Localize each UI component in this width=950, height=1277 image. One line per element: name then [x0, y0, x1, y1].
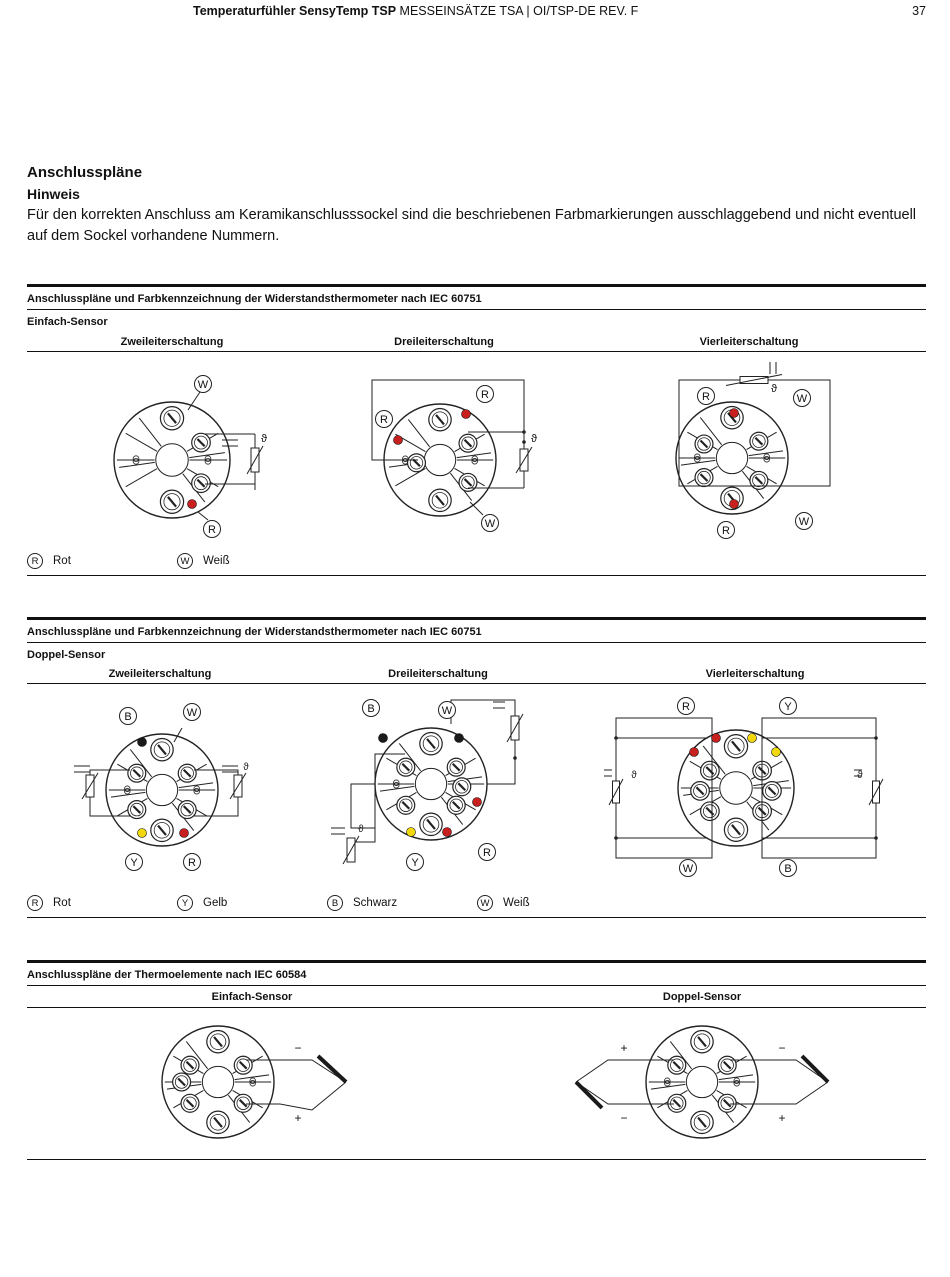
note-heading: Hinweis	[27, 186, 80, 202]
single-3wire-diagram	[358, 372, 548, 542]
wire-tag-W: W	[197, 379, 209, 391]
wire-tag-R: R	[483, 847, 491, 859]
section-2-col-4wire: Vierleiterschaltung	[705, 668, 805, 680]
legend-white	[477, 895, 530, 911]
wire-tag-R: R	[188, 857, 196, 869]
wire-tag-R: R	[702, 391, 710, 403]
wire-tag-R: R	[722, 525, 730, 537]
wire	[198, 512, 208, 520]
wire-tag-W: W	[186, 707, 198, 719]
header-title-rest: MESSEINSÄTZE TSA	[396, 4, 523, 18]
junction-dot	[522, 430, 526, 434]
color-dot-red	[730, 409, 739, 418]
thermocouple-single-diagram	[150, 1022, 360, 1146]
section-1-sensor: Einfach-Sensor	[27, 316, 108, 328]
section-1-title-rule	[27, 309, 926, 310]
wire-tag-B: B	[367, 703, 375, 715]
section-2-bottom-rule	[27, 917, 926, 918]
color-dot-black	[455, 734, 464, 743]
junction-dot	[874, 736, 878, 740]
double-2wire-diagram	[70, 698, 260, 878]
wire-tag-Y: Y	[130, 857, 138, 869]
section-3-title: Anschlusspläne der Thermoelemente nach IEC 60584	[27, 969, 307, 981]
section-1-col-2wire: Zweileiterschaltung	[120, 336, 224, 348]
legend-black	[327, 895, 397, 911]
double-3wire-diagram	[325, 694, 535, 878]
base-center	[156, 444, 188, 476]
wire-tag-R: R	[380, 414, 388, 426]
section-1-title: Anschlusspläne und Farbkennzeichnung der Widerstandsthermometer nach IEC 60751	[27, 293, 482, 305]
legend-label: Weiß	[203, 555, 230, 567]
section-2-title: Anschlusspläne und Farbkennzeichnung der Widerstandsthermometer nach IEC 60751	[27, 626, 482, 638]
wire-tag-W: W	[484, 518, 496, 530]
legend-key: R	[27, 553, 43, 569]
legend-label: Schwarz	[353, 897, 398, 909]
wire-tag-Y: Y	[784, 701, 792, 713]
section-2-top-rule	[27, 617, 926, 620]
color-dot-red	[180, 829, 189, 838]
junction-dot	[614, 736, 618, 740]
diagram-symbol: +	[620, 1041, 628, 1055]
page-number: 37	[912, 4, 926, 18]
header-title-bold: Temperaturfühler SensyTemp TSP	[193, 4, 397, 18]
color-dot-red	[730, 500, 739, 509]
legend-yellow	[177, 895, 227, 911]
diagram-symbol: ϑ	[857, 770, 863, 781]
legend-key: Y	[177, 895, 193, 911]
section-2-col-3wire: Dreileiterschaltung	[388, 668, 488, 680]
wire-tag-W: W	[441, 705, 453, 717]
header-divider: |	[522, 4, 534, 18]
junction-dot	[614, 836, 618, 840]
color-dot-yellow	[748, 734, 757, 743]
legend-key: W	[477, 895, 493, 911]
diagram-symbol: ϑ	[243, 762, 249, 773]
wire-tag-W: W	[798, 516, 810, 528]
section-2-sensor: Doppel-Sensor	[27, 649, 106, 661]
base-center	[716, 442, 747, 473]
section-2-title-rule	[27, 642, 926, 643]
double-4wire-diagram	[598, 694, 888, 880]
wire-tag-B: B	[124, 711, 132, 723]
section-1-bottom-rule	[27, 575, 926, 576]
legend-label: Gelb	[203, 897, 228, 909]
wire-tag-W: W	[796, 393, 808, 405]
wire-tag-R: R	[682, 701, 690, 713]
diagram-symbol: ϑ	[358, 824, 364, 835]
wire-tag-Y: Y	[411, 857, 419, 869]
diagram-symbol: −	[778, 1041, 786, 1055]
diagram-symbol: −	[294, 1041, 302, 1055]
section-1-col-4wire: Vierleiterschaltung	[699, 336, 799, 348]
section-3-bottom-rule	[27, 1159, 926, 1160]
diagram-symbol: +	[778, 1111, 786, 1125]
color-dot-red	[712, 734, 721, 743]
diagram-symbol: −	[620, 1111, 628, 1125]
junction-dot	[522, 440, 526, 444]
thermocouple-leg	[576, 1082, 602, 1108]
single-2wire-diagram	[80, 362, 300, 542]
section-2-col-2wire: Zweileiterschaltung	[108, 668, 212, 680]
diagram-symbol: +	[294, 1111, 302, 1125]
junction-dot	[874, 836, 878, 840]
base-center	[424, 444, 455, 475]
section-3-top-rule	[27, 960, 926, 963]
color-dot-red	[473, 798, 482, 807]
diagram-symbol: ϑ	[770, 383, 778, 395]
running-header	[193, 4, 638, 18]
legend-white	[177, 553, 230, 569]
color-dot-black	[138, 738, 147, 747]
color-dot-red	[443, 828, 452, 837]
section-1-col-3wire: Dreileiterschaltung	[394, 336, 494, 348]
section-3-col-single: Einfach-Sensor	[211, 991, 293, 1003]
page-title: Anschlusspläne	[27, 164, 143, 181]
color-dot-red	[394, 436, 403, 445]
base-center	[720, 772, 752, 804]
diagram-symbol: ϑ	[631, 770, 637, 781]
base-center	[415, 768, 446, 799]
color-dot-red	[690, 748, 699, 757]
section-1-top-rule	[27, 284, 926, 287]
color-dot-red	[462, 410, 471, 419]
section-1-header-rule	[27, 351, 926, 352]
color-dot-yellow	[407, 828, 416, 837]
note-text: Für den korrekten Anschluss am Keramikanschlusssockel sind die beschriebenen Farbmarkierungen ausschlaggebend und nicht eventuell auf dem Sockel vorhandene Nummern.	[27, 207, 917, 244]
wire	[470, 502, 483, 515]
color-dot-red	[188, 500, 197, 509]
section-3-title-rule	[27, 985, 926, 986]
legend-key: R	[27, 895, 43, 911]
section-2-header-rule	[27, 683, 926, 684]
color-dot-yellow	[772, 748, 781, 757]
wire	[351, 784, 375, 828]
legend-key: B	[327, 895, 343, 911]
wire-tag-B: B	[784, 863, 792, 875]
wire-tag-W: W	[682, 863, 694, 875]
legend-red	[27, 895, 71, 911]
color-dot-black	[379, 734, 388, 743]
base-center	[686, 1066, 717, 1097]
diagram-symbol: ϑ	[260, 433, 268, 445]
legend-label: Rot	[53, 897, 71, 909]
legend-red	[27, 553, 71, 569]
section-3-header-rule	[27, 1007, 926, 1008]
thermocouple-leg	[802, 1056, 828, 1082]
base-center	[202, 1066, 233, 1097]
wire-tag-R: R	[208, 524, 216, 536]
color-dot-yellow	[138, 829, 147, 838]
legend-label: Weiß	[503, 897, 530, 909]
base-center	[146, 774, 177, 805]
thermocouple-double-diagram	[570, 1022, 840, 1146]
section-3-col-double: Doppel-Sensor	[662, 991, 742, 1003]
legend-key: W	[177, 553, 193, 569]
single-4wire-diagram	[668, 356, 848, 542]
wire-tag-R: R	[481, 389, 489, 401]
junction-dot	[513, 756, 517, 760]
legend-label: Rot	[53, 555, 71, 567]
diagram-symbol: ϑ	[530, 433, 538, 445]
header-doc-id: OI/TSP-DE REV. F	[533, 4, 639, 18]
thermocouple-leg	[318, 1056, 346, 1082]
